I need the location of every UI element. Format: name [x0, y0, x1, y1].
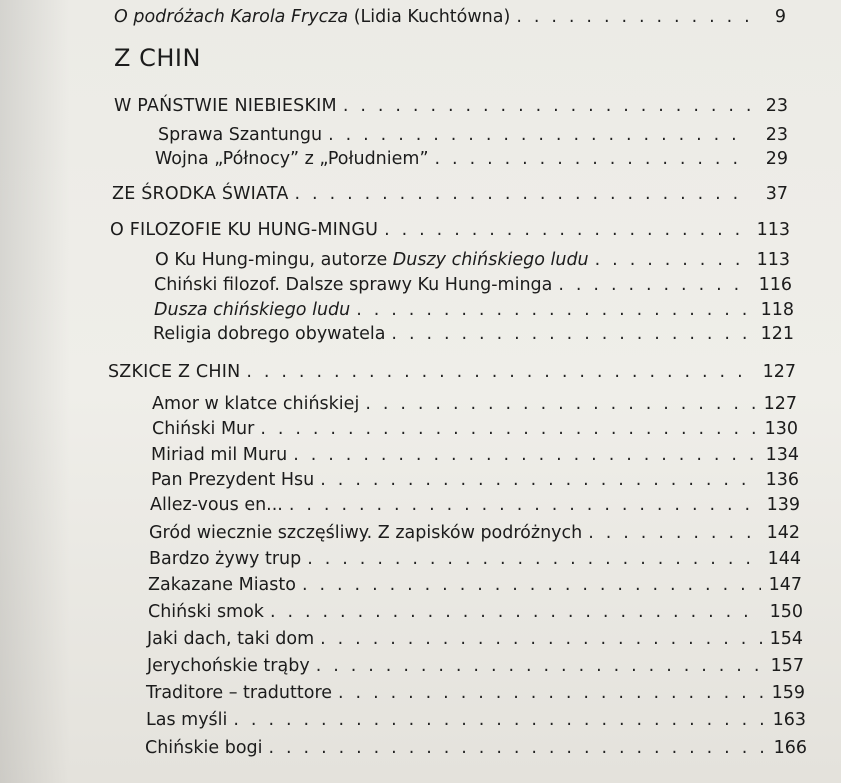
toc-item	[154, 299, 794, 321]
toc-item-title: Chińskie bogi	[145, 738, 263, 758]
toc-item	[147, 655, 804, 677]
dot-leader	[269, 737, 766, 759]
toc-page-number: 9	[774, 7, 786, 27]
dot-leader	[233, 709, 764, 731]
dot-leader	[328, 124, 750, 146]
dot-leader	[260, 418, 756, 440]
dot-leader	[558, 274, 750, 296]
toc-section	[108, 361, 796, 383]
toc-page-number: 144	[767, 549, 801, 569]
toc-page-number: 23	[765, 125, 788, 145]
toc-page-number: 29	[765, 149, 788, 169]
dot-leader	[356, 299, 752, 321]
toc-item-title: Sprawa Szantungu	[158, 125, 323, 145]
toc-item-title: Las myśli	[146, 710, 228, 730]
toc-item-title: Religia dobrego obywatela	[153, 324, 386, 344]
toc-item-title: O Ku Hung-mingu, autorze	[155, 250, 393, 270]
toc-page-number: 127	[763, 394, 797, 414]
toc-page-number: 142	[766, 523, 800, 543]
toc-page-number: 154	[769, 629, 803, 649]
toc-page-number: 150	[769, 602, 803, 622]
toc-item	[148, 574, 802, 596]
toc-page-number: 134	[765, 445, 799, 465]
toc-section-title: W PAŃSTWIE NIEBIESKIM	[114, 96, 337, 116]
dot-leader	[295, 183, 750, 205]
toc-item	[152, 393, 797, 415]
toc-item-title: Chiński smok	[148, 602, 264, 622]
dot-leader	[343, 95, 750, 117]
toc-item	[150, 494, 800, 516]
toc-page-number: 116	[758, 275, 792, 295]
toc-page-number: 113	[756, 220, 790, 240]
toc-page-number: 147	[768, 575, 802, 595]
toc-entry-intro	[114, 6, 786, 28]
dot-leader	[338, 682, 764, 704]
dot-leader	[320, 469, 757, 491]
dot-leader	[289, 494, 759, 516]
toc-page-number: 118	[760, 300, 794, 320]
dot-leader	[391, 323, 752, 345]
toc-item	[158, 124, 788, 146]
dot-leader	[302, 574, 761, 596]
toc-page-number: 37	[765, 184, 788, 204]
toc-item-title: Bardzo żywy trup	[149, 549, 302, 569]
toc-item	[146, 709, 806, 731]
toc-item-title: Amor w klatce chińskiej	[152, 394, 360, 414]
part-title: Z CHIN	[114, 44, 201, 72]
toc-item	[155, 249, 790, 271]
dot-leader	[320, 628, 761, 650]
toc-section	[110, 219, 790, 241]
toc-page-number: 136	[765, 470, 799, 490]
toc-item	[147, 628, 803, 650]
toc-item-title-italic: Duszy chińskiego ludu	[392, 250, 589, 270]
toc-item-title: Allez-vous en...	[150, 495, 283, 515]
toc-item-title: Wojna „Północy” z „Południem”	[155, 149, 429, 169]
dot-leader	[316, 655, 763, 677]
toc-item	[155, 148, 788, 170]
toc-item	[146, 682, 805, 704]
toc-entry-title: (Lidia Kuchtówna)	[348, 7, 511, 27]
toc-page-number: 139	[766, 495, 800, 515]
dot-leader	[435, 148, 750, 170]
toc-section-title: ZE ŚRODKA ŚWIATA	[112, 184, 289, 204]
dot-leader	[365, 393, 755, 415]
toc-item	[149, 522, 800, 544]
dot-leader	[516, 6, 748, 28]
toc-page-number: 23	[765, 96, 788, 116]
toc-item-title: Zakazane Miasto	[148, 575, 296, 595]
toc-page-number: 130	[764, 419, 798, 439]
dot-leader	[270, 601, 762, 623]
toc-item	[154, 274, 792, 296]
toc-page-number: 113	[756, 250, 790, 270]
toc-page-number: 159	[771, 683, 805, 703]
toc-item-title: Traditore – traduttore	[146, 683, 333, 703]
toc-page-number: 127	[762, 362, 796, 382]
toc-item-title: Pan Prezydent Hsu	[151, 470, 315, 490]
toc-item-title: Chiński Mur	[152, 419, 255, 439]
toc-item-title: Gród wiecznie szczęśliwy. Z zapisków podróżnych	[149, 523, 583, 543]
toc-page-number: 166	[773, 738, 807, 758]
toc-item	[151, 444, 799, 466]
toc-item	[152, 418, 798, 440]
toc-item-title: Jerychońskie trąby	[147, 656, 310, 676]
toc-page-number: 121	[760, 324, 794, 344]
toc-item	[145, 737, 807, 759]
toc-item	[148, 601, 803, 623]
toc-page-number: 163	[772, 710, 806, 730]
toc-item-title-italic: Dusza chińskiego ludu	[154, 300, 351, 320]
toc-item	[153, 323, 794, 345]
toc-section	[112, 183, 788, 205]
dot-leader	[246, 361, 754, 383]
dot-leader	[595, 249, 749, 271]
dot-leader	[307, 548, 759, 570]
toc-section	[114, 95, 788, 117]
toc-section-title: O FILOZOFIE KU HUNG-MINGU	[110, 220, 379, 240]
toc-item	[151, 469, 799, 491]
toc-item-title: Miriad mil Muru	[151, 445, 288, 465]
toc-page-number: 157	[770, 656, 804, 676]
toc-section-title: SZKICE Z CHIN	[108, 362, 241, 382]
toc-item	[149, 548, 801, 570]
toc-item-title: Jaki dach, taki dom	[147, 629, 315, 649]
toc-item-title: Chiński filozof. Dalsze sprawy Ku Hung-minga	[154, 275, 553, 295]
dot-leader	[588, 522, 758, 544]
toc-entry-title-italic: O podróżach Karola Frycza	[114, 7, 349, 27]
dot-leader	[384, 219, 748, 241]
dot-leader	[293, 444, 757, 466]
